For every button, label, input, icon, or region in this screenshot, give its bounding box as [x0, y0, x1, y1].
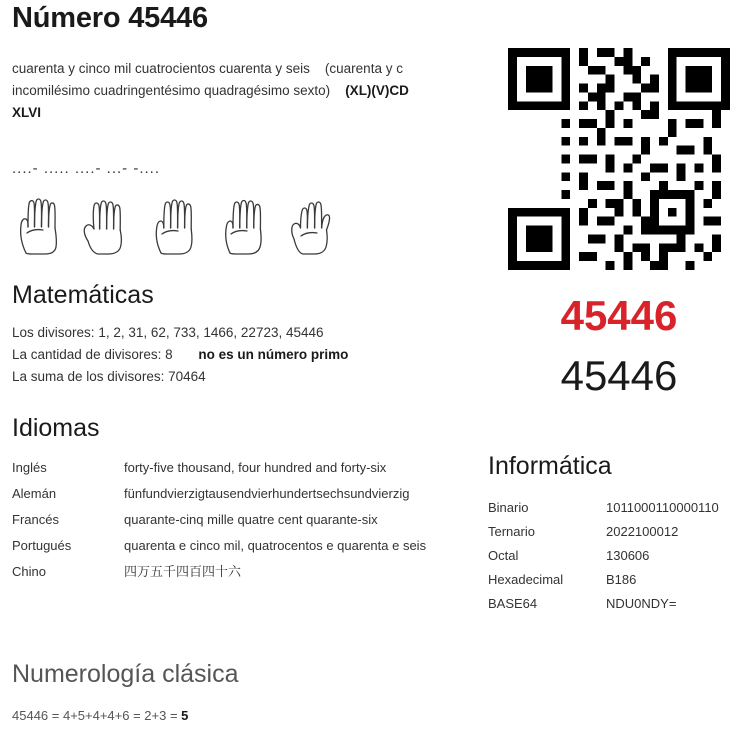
informatics-value: 2022100012 [606, 524, 679, 539]
language-name: Francés [12, 512, 59, 527]
roman-numeral-line1: (XL)(V)CD [345, 83, 409, 98]
morse-code: ....- ..... ....- ...- -.... [12, 160, 160, 177]
informatics-key: Binario [488, 500, 529, 515]
languages-heading: Idiomas [12, 414, 100, 442]
prime-status: no es un número primo [198, 347, 349, 362]
numerology-formula [12, 708, 188, 723]
hand-digit-4-a [12, 189, 74, 255]
language-name: Alemán [12, 486, 57, 501]
ordinal-open-paren: (cuarenta y c [324, 61, 403, 76]
divisor-count-value: 8 [165, 347, 173, 362]
hand-digit-4-b [148, 189, 210, 255]
informatics-heading: Informática [488, 452, 612, 480]
table-row [488, 496, 746, 520]
informatics-key: Octal [488, 548, 519, 563]
informatics-key: Ternario [488, 524, 535, 539]
informatics-value: 130606 [606, 548, 650, 563]
hand-digit-5 [80, 189, 142, 255]
informatics-key: Hexadecimal [488, 572, 564, 587]
number-display-black: 45446 [560, 352, 678, 399]
divisor-sum-value: 70464 [168, 369, 206, 384]
math-divisor-count [12, 344, 474, 366]
math-heading: Matemáticas [12, 281, 154, 309]
informatics-key: BASE64 [488, 596, 538, 611]
page-title: Número 45446 [12, 2, 208, 34]
informatics-value: NDU0NDY= [606, 596, 677, 611]
table-row [488, 520, 746, 544]
table-row [12, 481, 474, 507]
table-row [488, 568, 746, 592]
language-value: forty-five thousand, four hundred and forty-six [124, 460, 387, 475]
table-row [488, 544, 746, 568]
table-row [12, 455, 474, 481]
math-divisor-sum [12, 366, 474, 388]
language-value: 四万五千四百四十六 [124, 564, 242, 579]
language-name: Portugués [12, 538, 72, 553]
qr-code-icon [508, 48, 730, 270]
hand-digit-6 [284, 189, 346, 255]
number-display-red: 45446 [560, 292, 678, 339]
table-row [12, 559, 474, 585]
language-value: quarenta e cinco mil, quatrocentos e quarenta e seis [124, 538, 427, 553]
divisor-sum-label: La suma de los divisores: [12, 369, 165, 384]
divisor-count-label: La cantidad de divisores: [12, 347, 162, 362]
left-column [12, 58, 474, 585]
numerology-formula-text: 45446 = 4+5+4+4+6 = 2+3 = [12, 708, 182, 723]
numerology-heading: Numerología clásica [12, 660, 239, 688]
finger-counting-row [12, 187, 474, 255]
roman-numeral-line2: XLVI [12, 105, 42, 120]
language-value: fünfundvierzigtausendvierhundertsechsundvierzig [124, 486, 410, 501]
language-name: Chino [12, 564, 46, 579]
divisors-value: 1, 2, 31, 62, 733, 1466, 22723, 45446 [98, 325, 324, 340]
divisors-label: Los divisores: [12, 325, 95, 340]
informatics-value: B186 [606, 572, 637, 587]
numerology-result: 5 [181, 708, 189, 723]
language-value: quarante-cinq mille quatre cent quarante-six [124, 512, 378, 527]
math-divisors [12, 322, 474, 344]
table-row [12, 533, 474, 559]
hand-digit-4-c [216, 189, 278, 255]
languages-table [12, 455, 474, 585]
table-row [488, 592, 746, 616]
table-row [12, 507, 474, 533]
ordinal-words: incomilésimo cuadringentésimo quadragésimo sexto) [12, 83, 331, 98]
informatics-value: 1011000110000110 [606, 500, 719, 515]
informatics-table [488, 496, 746, 616]
cardinal-words: cuarenta y cinco mil cuatrocientos cuarenta y seis [12, 61, 310, 76]
number-in-words [12, 58, 474, 124]
language-name: Inglés [12, 460, 47, 475]
